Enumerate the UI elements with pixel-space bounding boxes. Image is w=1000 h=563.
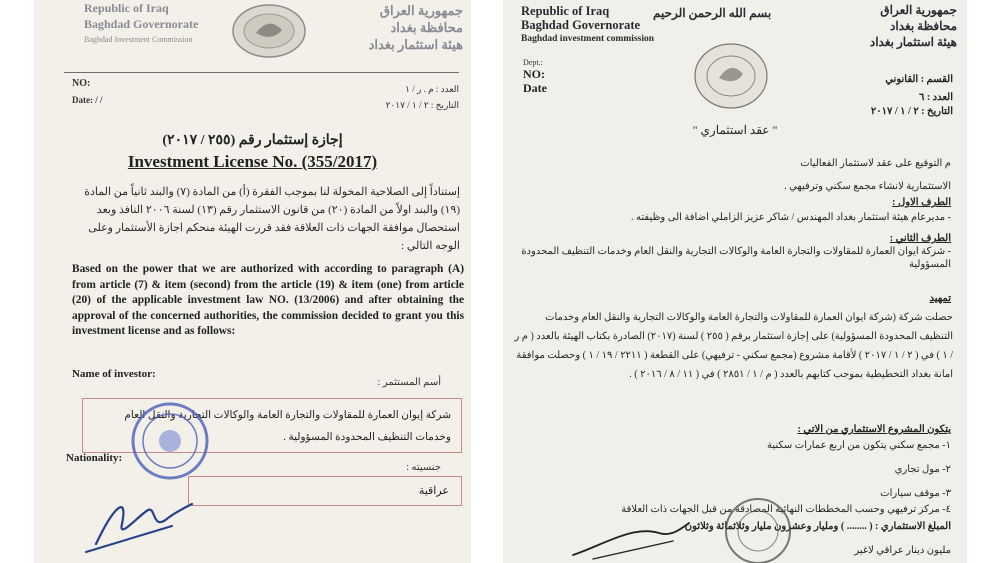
letterhead-line: Baghdad investment commission [521, 34, 655, 44]
letterhead-line: جمهورية العراق [880, 3, 957, 17]
investment-contract-document [503, 0, 967, 563]
preamble-paragraph: حصلت شركة (شركة ايوان العمارة للمقاولات والتجارة العامة والوكالات التجارية والنقل العام وخدمات التنظيف المحدودة المسؤولية) على إجازة استثمار برقم ( ٢٥٥ ) لسنة (٢٠١٧) الصادرة بكتاب الهيئة بالعدد ( م ر / ١ ) في ( ٢ / ١ / ٢٠١٧ ) لأقامة مشروع (مجمع سكني - ترفيهي) على القطعة ( ٢٢١١ / ١٩ / ١ ) وحصلت موافقة امانة بغداد التخطيطية بموجب كتابهم بالعدد ( م / ١ / ٢٨٥١ ) في ( ١١ / ٨ / ٢٠١٦ ) . [514, 312, 953, 380]
commission-logo-icon [691, 40, 771, 112]
second-party-heading: الطرف الثاني : [889, 233, 951, 244]
project-components-heading: يتكون المشروع الاستثماري من الاتي : [797, 424, 951, 435]
date-arabic: التاريخ : ٢ / ١ / ٢٠١٧ [385, 100, 459, 110]
official-stamp-icon [129, 400, 211, 482]
department-label: Dept.: [523, 58, 543, 67]
letterhead-arabic [369, 2, 463, 53]
second-party-text: - شركة ايوان العمارة للمقاولات والتجارة العامة والوكالات التجارية والنقل العام وخدمات التنظيف المحدودة المسؤولية [521, 246, 951, 270]
letterhead-english [521, 4, 654, 46]
contract-line: الاستثمارية لانشاء مجمع سكني وترفيهي . [784, 181, 951, 192]
letterhead-arabic [870, 2, 957, 50]
letterhead-line: Baghdad Investment Commission [84, 35, 193, 44]
date-label: Date: / / [72, 95, 103, 105]
date-label: Date [523, 81, 547, 95]
letterhead-english [84, 0, 198, 48]
license-body-arabic: إستناداً إلى الصلاحية المخولة لنا بموجب الفقرة (أ) من المادة (٧) والبند ثانياً من المادة (١٩) والبند اولاً من المادة (٢٠) من قانون الاستثمار رقم (١٣) لسنة ٢٠٠٦ النافذ وبعد استحصال موافقة الجهات ذات العلاقة فقد قررت الهيئة منحكم اجازة الأستثمار وعلى الوجه التالي : [84, 186, 460, 252]
project-item: ٣- موقف سيارات [880, 488, 951, 499]
number-arabic: العدد : ٦ [918, 92, 953, 103]
official-stamp-icon [721, 495, 795, 563]
project-item: ٢- مول تجاري [894, 464, 951, 475]
nationality-label-arabic: جنسيته : [406, 462, 441, 473]
header-divider [64, 72, 459, 73]
nationality-label: Nationality: [66, 452, 123, 464]
investor-name-label: Name of investor: [72, 368, 156, 380]
letterhead-line: محافظة بغداد [890, 19, 957, 33]
project-item: ٤- مركز ترفيهي وحسب المخططات النهائية المصادقة من قبل الجهات ذات العلاقة [621, 504, 951, 515]
section-arabic: القسم : القانوني [885, 74, 953, 85]
letterhead-line: هيئة استثمار بغداد [869, 35, 957, 49]
contract-line: م التوقيع على عقد لاستثمار الفعاليات [800, 158, 951, 169]
letterhead-line: Republic of Iraq [521, 4, 610, 18]
commission-logo-icon [230, 2, 308, 60]
contract-title: " عقد استثماري " [692, 123, 778, 137]
investor-name-label-arabic: أسم المستثمر : [377, 377, 441, 388]
letterhead-line: Republic of Iraq [84, 1, 169, 15]
reference-number-arabic: العدد : م . ر / ١ [405, 84, 459, 94]
date-arabic: التاريخ : ٢ / ١ / ٢٠١٧ [870, 106, 953, 117]
investment-amount-words: مليون دينار عراقي لاغير [854, 545, 951, 556]
investor-name-value: شركة إيوان العمارة للمقاولات والتجارة العامة والوكالات التجارية والنقل العام وخدمات التنظيف المحدودة المسؤولية . [124, 410, 451, 443]
signature-icon [76, 486, 196, 556]
project-item: ١- مجمع سكني يتكون من اربع عمارات سكنية [766, 440, 951, 451]
nationality-box [188, 476, 462, 506]
number-label: NO: [72, 78, 91, 89]
investment-amount: المبلغ الاستثماري : ( ........ ) ومليار وعشرون مليار وثلاثمائة وثلاثون [684, 521, 951, 532]
investment-license-document [34, 0, 471, 563]
letterhead-line: Baghdad Governorate [84, 17, 199, 31]
letterhead-line: محافظة بغداد [390, 20, 463, 35]
number-label: NO: [523, 67, 545, 81]
letterhead-line: هيئة استثمار بغداد [368, 37, 463, 52]
letterhead-line: Baghdad Governorate [521, 18, 641, 32]
signature-icon [563, 515, 693, 563]
basmala-heading: بسم الله الرحمن الرحيم [653, 6, 772, 20]
nationality-value: عراقية [418, 485, 449, 497]
preamble-heading: تمهيد [929, 293, 951, 304]
license-title-arabic: إجازة إستثمار رقم (٢٥٥ / ٢٠١٧) [162, 133, 343, 148]
letterhead-line: جمهورية العراق [379, 3, 463, 18]
first-party-heading: الطرف الاول : [892, 197, 951, 208]
first-party-text: - مديرعام هيئة استثمار بغداد المهندس / شاكر عزيز الزاملي اضافة الى وظيفته . [631, 212, 951, 223]
license-title-english: Investment License No. (355/2017) [127, 152, 378, 171]
license-body-english: Based on the power that we are authorized with according to paragraph (A) from article (7) & item (second) from the article (19) & item (one) from article (20) of the applicable investment law NO. (13/2006) and after obtaining the approval of the concerned authorities, the commission decided to grant you this investment license and as follows: [72, 263, 464, 337]
